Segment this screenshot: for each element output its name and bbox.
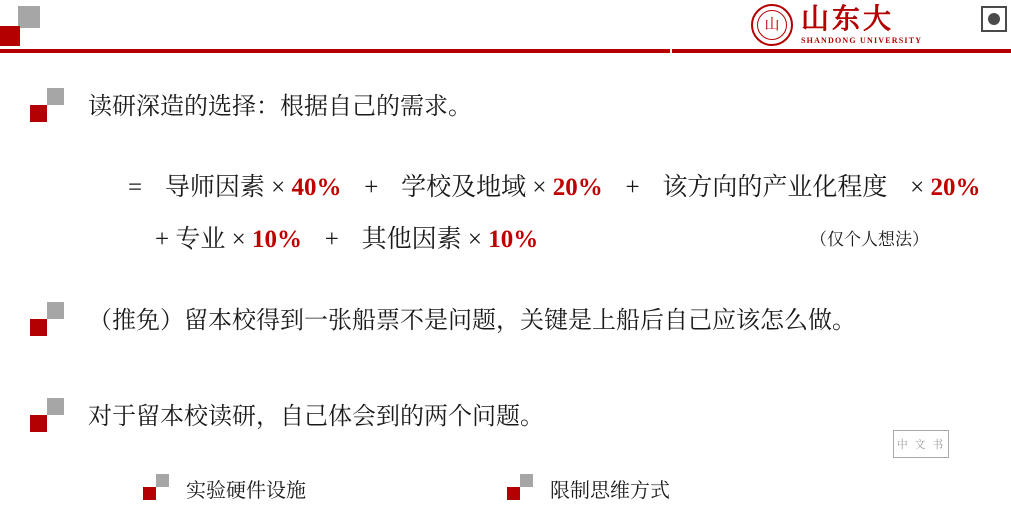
bullet-red-square bbox=[30, 105, 47, 122]
seal-glyph: 山 bbox=[764, 16, 780, 33]
logo-text bbox=[801, 3, 923, 45]
content-line-2: （推免）留本校得到一张船票不是问题，关键是上船后自己应该怎么做。 bbox=[88, 308, 856, 334]
formula-term-4-pct: 10% bbox=[251, 226, 302, 253]
formula-plus-2: + bbox=[625, 174, 640, 201]
formula-note: （仅个人想法） bbox=[810, 230, 929, 249]
formula-row-1 bbox=[128, 167, 980, 203]
sub-item-1: 实验硬件设施 bbox=[186, 480, 306, 502]
bullet-red-square bbox=[507, 487, 520, 500]
watermark-stamp: 中 文 书 bbox=[893, 430, 949, 458]
formula-term-5-label: 其他因素 bbox=[361, 226, 462, 253]
bullet-red-square bbox=[143, 487, 156, 500]
header-gray-square bbox=[18, 6, 40, 28]
sub-item-2: 限制思维方式 bbox=[550, 480, 670, 502]
formula-term-4-label: 专业 bbox=[175, 226, 226, 253]
bullet-marker-sub-1 bbox=[143, 474, 169, 500]
formula-row-2 bbox=[155, 219, 538, 255]
formula-term-5-times: × bbox=[467, 226, 482, 253]
university-logo bbox=[751, 4, 1001, 46]
formula-equals: = bbox=[128, 174, 143, 201]
formula-term-3-pct: 20% bbox=[930, 174, 981, 201]
bullet-marker-2 bbox=[30, 302, 64, 336]
formula-term-1-times: × bbox=[271, 174, 286, 201]
logo-name-en: SHANDONG UNIVERSITY bbox=[801, 35, 923, 45]
content-line-1: 读研深造的选择：根据自己的需求。 bbox=[88, 94, 472, 120]
formula-term-3-label: 该方向的产业化程度 bbox=[662, 174, 888, 201]
logo-name-cn: 山东大 bbox=[801, 3, 895, 35]
header-rule-right bbox=[672, 49, 1011, 53]
bullet-marker-sub-2 bbox=[507, 474, 533, 500]
formula-term-2-pct: 20% bbox=[552, 174, 603, 201]
bullet-red-square bbox=[30, 319, 47, 336]
content-line-3: 对于留本校读研，自己体会到的两个问题。 bbox=[88, 404, 544, 430]
bullet-red-square bbox=[30, 415, 47, 432]
logo-mark-icon bbox=[981, 6, 1007, 32]
bullet-gray-square bbox=[47, 398, 64, 415]
formula-term-2-label: 学校及地域 bbox=[401, 174, 527, 201]
bullet-gray-square bbox=[156, 474, 169, 487]
seal-icon bbox=[751, 4, 793, 46]
bullet-gray-square bbox=[520, 474, 533, 487]
bullet-gray-square bbox=[47, 302, 64, 319]
formula-term-1-pct: 40% bbox=[291, 174, 342, 201]
bullet-marker-3 bbox=[30, 398, 64, 432]
formula-plus-4: + bbox=[324, 226, 339, 253]
formula-term-3-times: × bbox=[910, 174, 925, 201]
formula-term-4-times: × bbox=[231, 226, 246, 253]
header-rule-left bbox=[0, 49, 670, 53]
formula-term-2-times: × bbox=[532, 174, 547, 201]
formula-plus-3: + bbox=[155, 226, 170, 253]
formula-term-5-pct: 10% bbox=[488, 226, 539, 253]
formula-term-1-label: 导师因素 bbox=[164, 174, 265, 201]
bullet-gray-square bbox=[47, 88, 64, 105]
header-red-square bbox=[0, 26, 20, 46]
formula-plus-1: + bbox=[364, 174, 379, 201]
bullet-marker-1 bbox=[30, 88, 64, 122]
